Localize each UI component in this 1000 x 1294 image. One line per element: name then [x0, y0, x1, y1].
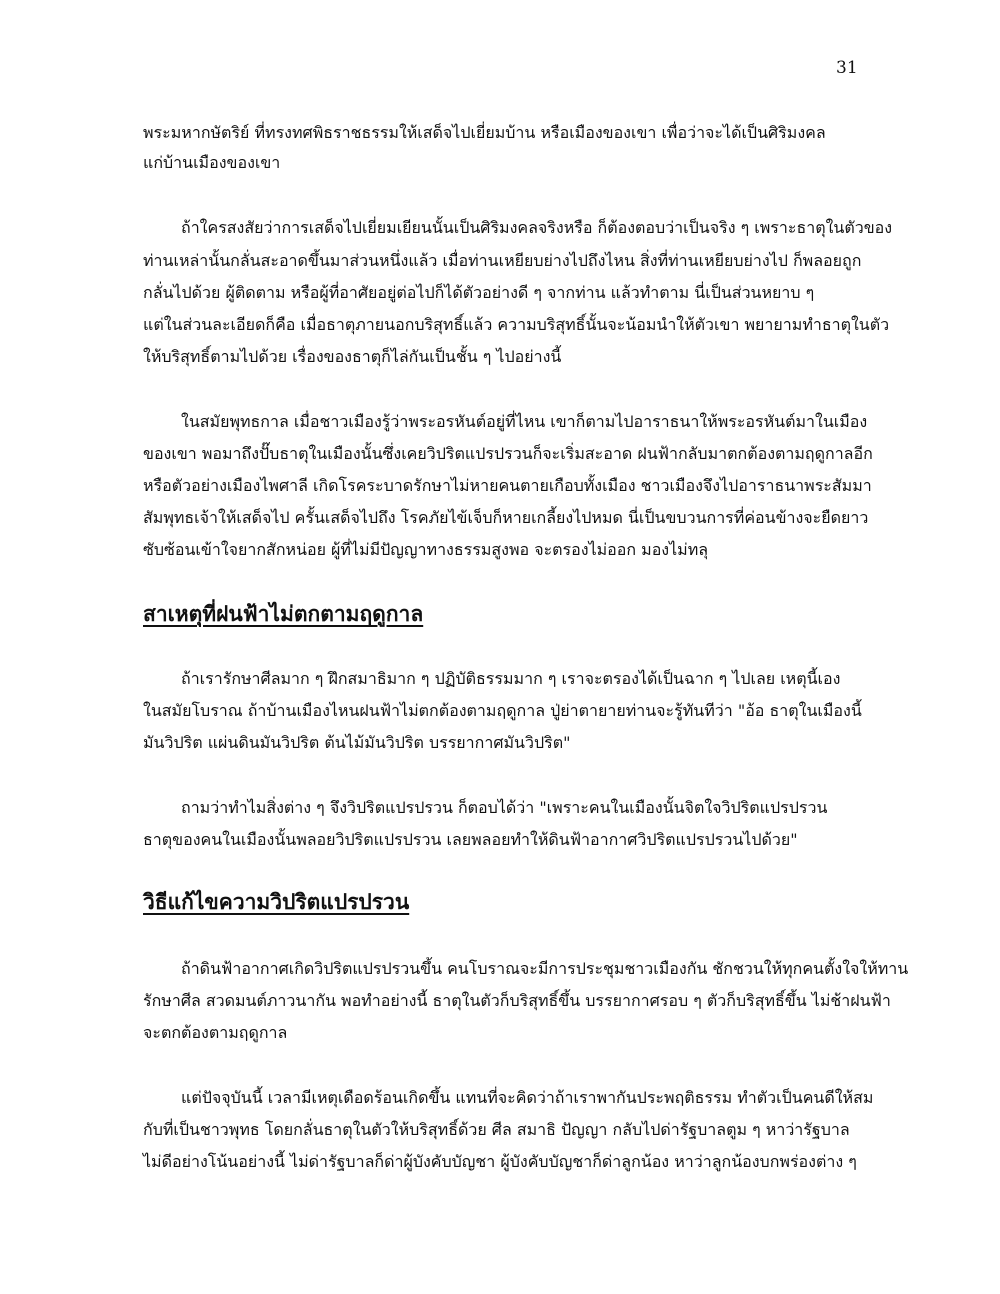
paragraph-line: ไม่ดีอย่างโน้นอย่างนี้ ไม่ด่ารัฐบาลก็ด่าผู้บังคับบัญชา ผู้บังคับบัญชาก็ด่าลูกน้อง หาว่าลูกน้องบกพร่องต่าง ๆ: [143, 1152, 857, 1171]
paragraph-line: ธาตุของคนในเมืองนั้นพลอยวิปริตแปรปรวน เลยพลอยทำให้ดินฟ้าอากาศวิปริตแปรปรวนไปด้วย": [143, 830, 798, 849]
paragraph-line: แก่บ้านเมืองของเขา: [143, 153, 281, 172]
section-heading: วิธีแก้ไขความวิปริตแปรปรวน: [143, 889, 410, 914]
paragraph-line: ถ้าเรารักษาศีลมาก ๆ ฝึกสมาธิมาก ๆ ปฏิบัติธรรมมาก ๆ เราจะตรองได้เป็นฉาก ๆ ไปเลย เหตุนี้เอง: [181, 669, 841, 688]
section-heading: สาเหตุที่ฝนฟ้าไม่ตกตามฤดูกาล: [143, 601, 424, 626]
paragraph-line: ถามว่าทำไมสิ่งต่าง ๆ จึงวิปริตแปรปรวน ก็ตอบได้ว่า "เพราะคนในเมืองนั้นจิตใจวิปริตแปรปรวน: [181, 798, 828, 817]
paragraph-line: หรือตัวอย่างเมืองไพศาลี เกิดโรคระบาดรักษาไม่หายคนตายเกือบทั้งเมือง ชาวเมืองจึงไปอาราธนาพระสัมมา: [143, 476, 872, 495]
paragraph-line: กับที่เป็นชาวพุทธ โดยกลั่นธาตุในตัวให้บริสุทธิ์ด้วย ศีล สมาธิ ปัญญา กลับไปด่ารัฐบาลตูม ๆ หาว่ารัฐบาล: [143, 1120, 850, 1139]
paragraph-line: พระมหากษัตริย์ ที่ทรงทศพิธราชธรรมให้เสด็จไปเยี่ยมบ้าน หรือเมืองของเขา เพื่อว่าจะได้เป็นศิริมงคล: [143, 123, 826, 142]
paragraph-line: จะตกต้องตามฤดูกาล: [143, 1023, 288, 1042]
paragraph-line: แต่ในส่วนละเอียดก็คือ เมื่อธาตุภายนอกบริสุทธิ์แล้ว ความบริสุทธิ์นั้นจะน้อมนำให้ตัวเขา พยายามทำธาตุในตัว: [143, 315, 890, 334]
paragraph-line: ในสมัยพุทธกาล เมื่อชาวเมืองรู้ว่าพระอรหันต์อยู่ที่ไหน เขาก็ตามไปอาราธนาให้พระอรหันต์มาในเมือง: [181, 412, 868, 431]
paragraph-line: ให้บริสุทธิ์ตามไปด้วย เรื่องของธาตุก็ไล่กันเป็นชั้น ๆ ไปอย่างนี้: [143, 347, 562, 366]
paragraph-line: กลั่นไปด้วย ผู้ติดตาม หรือผู้ที่อาศัยอยู่ต่อไปก็ได้ตัวอย่างดี ๆ จากท่าน แล้วทำตาม นี่เป็นส่วนหยาบ ๆ: [143, 283, 815, 302]
paragraph-line: ซับซ้อนเข้าใจยากสักหน่อย ผู้ที่ไม่มีปัญญาทางธรรมสูงพอ จะตรองไม่ออก มองไม่ทลุ: [143, 540, 709, 559]
paragraph-line: แต่ปัจจุบันนี้ เวลามีเหตุเดือดร้อนเกิดขึ้น แทนที่จะคิดว่าถ้าเราพากันประพฤติธรรม ทำตัวเป็นคนดีให้สม: [181, 1088, 874, 1107]
paragraph-line: มันวิปริต แผ่นดินมันวิปริต ต้นไม้มันวิปริต บรรยากาศมันวิปริต": [143, 733, 571, 752]
paragraph-line: ในสมัยโบราณ ถ้าบ้านเมืองไหนฝนฟ้าไม่ตกต้องตามฤดูกาล ปู่ย่าตายายท่านจะรู้ทันทีว่า "อ้อ ธาตุในเมืองนี้: [143, 701, 862, 720]
paragraph-line: ถ้าใครสงสัยว่าการเสด็จไปเยี่ยมเยียนนั้นเป็นศิริมงคลจริงหรือ ก็ต้องตอบว่าเป็นจริง ๆ เพราะธาตุในตัวของ: [181, 218, 893, 237]
paragraph-line: ถ้าดินฟ้าอากาศเกิดวิปริตแปรปรวนขึ้น คนโบราณจะมีการประชุมชาวเมืองกัน ชักชวนให้ทุกคนตั้งใจให้ทาน: [181, 959, 909, 978]
paragraph-line: รักษาศีล สวดมนต์ภาวนากัน พอทำอย่างนี้ ธาตุในตัวก็บริสุทธิ์ขึ้น บรรยากาศรอบ ๆ ตัวก็บริสุทธิ์ขึ้น ไม่ช้าฝนฟ้า: [143, 991, 891, 1010]
page-number: 31: [836, 58, 858, 78]
paragraph-line: ของเขา พอมาถึงปั๊บธาตุในเมืองนั้นซึ่งเคยวิปริตแปรปรวนก็จะเริ่มสะอาด ฝนฟ้ากลับมาตกต้องตามฤดูกาลอีก: [143, 444, 873, 463]
paragraph-line: สัมพุทธเจ้าให้เสด็จไป ครั้นเสด็จไปถึง โรคภัยไข้เจ็บก็หายเกลี้ยงไปหมด นี่เป็นขบวนการที่ค่อนข้างจะยืดยาว: [143, 508, 869, 527]
paragraph-line: ท่านเหล่านั้นกลั่นสะอาดขึ้นมาส่วนหนึ่งแล้ว เมื่อท่านเหยียบย่างไปถึงไหน สิ่งที่ท่านเหยียบย่างไป ก็พลอยถูก: [143, 251, 862, 270]
